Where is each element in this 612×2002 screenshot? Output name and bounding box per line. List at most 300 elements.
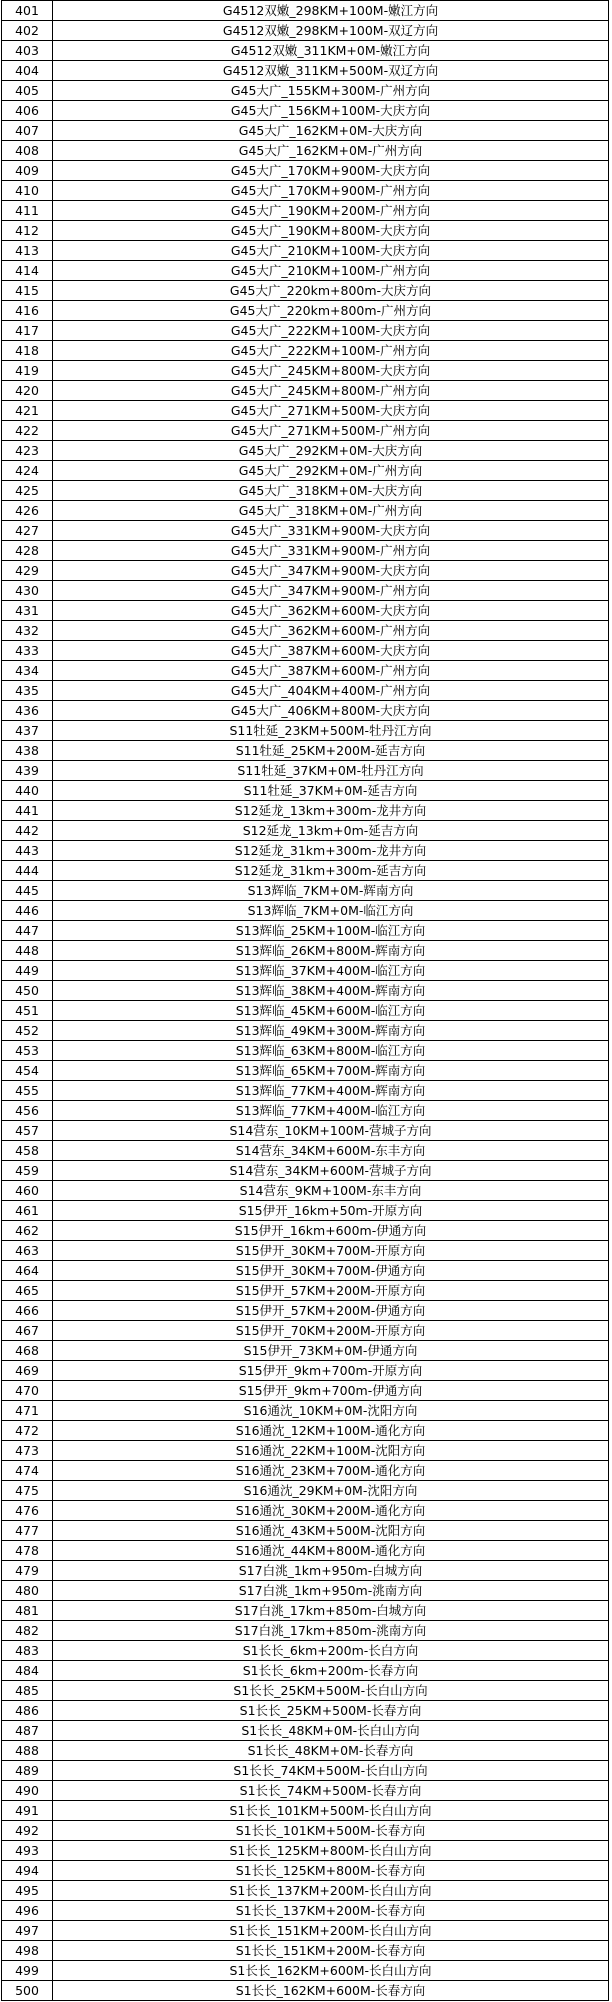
table-row	[2, 841, 609, 861]
table-row	[2, 961, 609, 981]
row-number-cell: 497	[2, 1921, 53, 1941]
location-name-cell: S15伊开_16km+600m-伊通方向	[53, 1221, 609, 1241]
table-row	[2, 161, 609, 181]
location-name-cell: G45大广_190KM+800M-大庆方向	[53, 221, 609, 241]
row-number-cell: 417	[2, 321, 53, 341]
row-number-cell: 442	[2, 821, 53, 841]
location-name-cell: S17白洮_1km+950m-白城方向	[53, 1561, 609, 1581]
location-name-cell: S1长长_74KM+500M-长春方向	[53, 1781, 609, 1801]
row-number-cell: 461	[2, 1201, 53, 1221]
row-number-cell: 423	[2, 441, 53, 461]
table-row	[2, 1481, 609, 1501]
location-name-cell: S17白洮_17km+850m-洮南方向	[53, 1621, 609, 1641]
table-row	[2, 1581, 609, 1601]
row-number-cell: 407	[2, 121, 53, 141]
table-row	[2, 1341, 609, 1361]
row-number-cell: 410	[2, 181, 53, 201]
table-row	[2, 521, 609, 541]
location-name-cell: S16通沈_10KM+0M-沈阳方向	[53, 1401, 609, 1421]
table-row	[2, 301, 609, 321]
row-number-cell: 453	[2, 1041, 53, 1061]
row-number-cell: 469	[2, 1361, 53, 1381]
table-row	[2, 481, 609, 501]
table-row	[2, 421, 609, 441]
row-number-cell: 457	[2, 1121, 53, 1141]
table-row	[2, 1361, 609, 1381]
row-number-cell: 429	[2, 561, 53, 581]
row-number-cell: 448	[2, 941, 53, 961]
location-name-cell: S16通沈_43KM+500M-沈阳方向	[53, 1521, 609, 1541]
table-row	[2, 1721, 609, 1741]
table-row	[2, 61, 609, 81]
row-number-cell: 468	[2, 1341, 53, 1361]
table-row	[2, 1061, 609, 1081]
location-name-cell: G45大广_210KM+100M-广州方向	[53, 261, 609, 281]
location-name-cell: S1长长_6km+200m-长春方向	[53, 1661, 609, 1681]
row-number-cell: 414	[2, 261, 53, 281]
row-number-cell: 477	[2, 1521, 53, 1541]
table-row	[2, 1401, 609, 1421]
row-number-cell: 464	[2, 1261, 53, 1281]
row-number-cell: 418	[2, 341, 53, 361]
table-row	[2, 1981, 609, 2001]
location-name-cell: S16通沈_44KM+800M-通化方向	[53, 1541, 609, 1561]
location-name-cell: S15伊开_73KM+0M-伊通方向	[53, 1341, 609, 1361]
location-name-cell: S15伊开_30KM+700M-开原方向	[53, 1241, 609, 1261]
row-number-cell: 451	[2, 1001, 53, 1021]
location-name-cell: S14营东_10KM+100M-营城子方向	[53, 1121, 609, 1141]
row-number-cell: 494	[2, 1861, 53, 1881]
location-name-cell: S16通沈_12KM+100M-通化方向	[53, 1421, 609, 1441]
row-number-cell: 482	[2, 1621, 53, 1641]
location-name-cell: S14营东_34KM+600M-营城子方向	[53, 1161, 609, 1181]
table-row	[2, 1221, 609, 1241]
table-row	[2, 1041, 609, 1061]
table-row	[2, 1961, 609, 1981]
row-number-cell: 415	[2, 281, 53, 301]
location-name-cell: G45大广_220km+800m-广州方向	[53, 301, 609, 321]
table-row	[2, 1801, 609, 1821]
row-number-cell: 421	[2, 401, 53, 421]
table-row	[2, 1181, 609, 1201]
row-number-cell: 449	[2, 961, 53, 981]
row-number-cell: 427	[2, 521, 53, 541]
location-name-cell: S11牡延_23KM+500M-牡丹江方向	[53, 721, 609, 741]
location-name-cell: S1长长_151KM+200M-长春方向	[53, 1941, 609, 1961]
table-row	[2, 601, 609, 621]
table-row	[2, 1521, 609, 1541]
location-name-cell: G45大广_292KM+0M-广州方向	[53, 461, 609, 481]
table-row	[2, 121, 609, 141]
row-number-cell: 484	[2, 1661, 53, 1681]
location-name-cell: S13辉临_77KM+400M-临江方向	[53, 1101, 609, 1121]
table-row	[2, 1621, 609, 1641]
location-name-cell: G45大广_245KM+800M-广州方向	[53, 381, 609, 401]
location-name-cell: S17白洮_1km+950m-洮南方向	[53, 1581, 609, 1601]
row-number-cell: 455	[2, 1081, 53, 1101]
location-name-cell: S13辉临_37KM+400M-临江方向	[53, 961, 609, 981]
row-number-cell: 440	[2, 781, 53, 801]
row-number-cell: 499	[2, 1961, 53, 1981]
table-row	[2, 1, 609, 21]
table-row	[2, 1241, 609, 1261]
location-name-cell: S1长长_137KM+200M-长白山方向	[53, 1881, 609, 1901]
table-row	[2, 1821, 609, 1841]
table-row	[2, 1381, 609, 1401]
table-row	[2, 1641, 609, 1661]
location-name-cell: S1长长_25KM+500M-长白山方向	[53, 1681, 609, 1701]
location-name-cell: S1长长_125KM+800M-长春方向	[53, 1861, 609, 1881]
row-number-cell: 485	[2, 1681, 53, 1701]
location-name-cell: S13辉临_65KM+700M-辉南方向	[53, 1061, 609, 1081]
location-name-cell: G45大广_292KM+0M-大庆方向	[53, 441, 609, 461]
location-name-cell: G45大广_406KM+800M-大庆方向	[53, 701, 609, 721]
row-number-cell: 438	[2, 741, 53, 761]
row-number-cell: 409	[2, 161, 53, 181]
location-name-cell: S1长长_101KM+500M-长春方向	[53, 1821, 609, 1841]
table-row	[2, 1281, 609, 1301]
location-name-cell: S13辉临_38KM+400M-辉南方向	[53, 981, 609, 1001]
row-number-cell: 476	[2, 1501, 53, 1521]
row-number-cell: 483	[2, 1641, 53, 1661]
table-row	[2, 801, 609, 821]
row-number-cell: 450	[2, 981, 53, 1001]
table-row	[2, 221, 609, 241]
row-number-cell: 404	[2, 61, 53, 81]
row-number-cell: 420	[2, 381, 53, 401]
row-number-cell: 500	[2, 1981, 53, 2001]
row-number-cell: 424	[2, 461, 53, 481]
table-row	[2, 141, 609, 161]
table-row	[2, 1501, 609, 1521]
location-name-cell: G45大广_318KM+0M-广州方向	[53, 501, 609, 521]
table-row	[2, 881, 609, 901]
location-name-cell: S11牡延_37KM+0M-延吉方向	[53, 781, 609, 801]
table-row	[2, 1541, 609, 1561]
table-row	[2, 1321, 609, 1341]
row-number-cell: 446	[2, 901, 53, 921]
row-number-cell: 401	[2, 1, 53, 21]
row-number-cell: 487	[2, 1721, 53, 1741]
table-row	[2, 401, 609, 421]
location-name-cell: S13辉临_25KM+100M-临江方向	[53, 921, 609, 941]
table-row	[2, 861, 609, 881]
location-name-cell: S1长长_162KM+600M-长春方向	[53, 1981, 609, 2001]
table-row	[2, 681, 609, 701]
row-number-cell: 452	[2, 1021, 53, 1041]
location-name-cell: G45大广_404KM+400M-广州方向	[53, 681, 609, 701]
table-row	[2, 541, 609, 561]
table-row	[2, 341, 609, 361]
table-row	[2, 981, 609, 1001]
table-row	[2, 1681, 609, 1701]
location-name-cell: G4512双嫩_298KM+100M-嫩江方向	[53, 1, 609, 21]
table-row	[2, 181, 609, 201]
row-number-cell: 459	[2, 1161, 53, 1181]
location-name-cell: S12延龙_13km+300m-龙井方向	[53, 801, 609, 821]
table-row	[2, 941, 609, 961]
row-number-cell: 439	[2, 761, 53, 781]
location-name-cell: G45大广_162KM+0M-广州方向	[53, 141, 609, 161]
row-number-cell: 473	[2, 1441, 53, 1461]
data-table	[1, 0, 609, 2001]
row-number-cell: 493	[2, 1841, 53, 1861]
row-number-cell: 428	[2, 541, 53, 561]
row-number-cell: 436	[2, 701, 53, 721]
table-row	[2, 901, 609, 921]
row-number-cell: 471	[2, 1401, 53, 1421]
table-row	[2, 1861, 609, 1881]
row-number-cell: 456	[2, 1101, 53, 1121]
location-name-cell: S13辉临_63KM+800M-临江方向	[53, 1041, 609, 1061]
table-row	[2, 381, 609, 401]
location-name-cell: S13辉临_45KM+600M-临江方向	[53, 1001, 609, 1021]
table-row	[2, 661, 609, 681]
table-row	[2, 361, 609, 381]
location-name-cell: S11牡延_37KM+0M-牡丹江方向	[53, 761, 609, 781]
row-number-cell: 480	[2, 1581, 53, 1601]
row-number-cell: 430	[2, 581, 53, 601]
location-name-cell: G45大广_271KM+500M-广州方向	[53, 421, 609, 441]
table-row	[2, 101, 609, 121]
location-name-cell: S13辉临_77KM+400M-辉南方向	[53, 1081, 609, 1101]
row-number-cell: 412	[2, 221, 53, 241]
table-row	[2, 1941, 609, 1961]
location-name-cell: S15伊开_9km+700m-开原方向	[53, 1361, 609, 1381]
row-number-cell: 408	[2, 141, 53, 161]
location-name-cell: G45大广_347KM+900M-广州方向	[53, 581, 609, 601]
location-name-cell: G45大广_222KM+100M-广州方向	[53, 341, 609, 361]
table-row	[2, 1141, 609, 1161]
row-number-cell: 472	[2, 1421, 53, 1441]
table-row	[2, 441, 609, 461]
table-row	[2, 721, 609, 741]
row-number-cell: 402	[2, 21, 53, 41]
table-row	[2, 1881, 609, 1901]
row-number-cell: 467	[2, 1321, 53, 1341]
location-name-cell: S1长长_162KM+600M-长白山方向	[53, 1961, 609, 1981]
row-number-cell: 490	[2, 1781, 53, 1801]
table-row	[2, 1301, 609, 1321]
location-name-cell: G4512双嫩_311KM+500M-双辽方向	[53, 61, 609, 81]
table-row	[2, 201, 609, 221]
row-number-cell: 470	[2, 1381, 53, 1401]
location-name-cell: G45大广_220km+800m-大庆方向	[53, 281, 609, 301]
location-name-cell: G45大广_222KM+100M-大庆方向	[53, 321, 609, 341]
table-row	[2, 1001, 609, 1021]
location-name-cell: G45大广_347KM+900M-大庆方向	[53, 561, 609, 581]
location-name-cell: G45大广_387KM+600M-广州方向	[53, 661, 609, 681]
row-number-cell: 454	[2, 1061, 53, 1081]
location-name-cell: S14营东_9KM+100M-东丰方向	[53, 1181, 609, 1201]
table-row	[2, 1661, 609, 1681]
location-name-cell: S1长长_25KM+500M-长春方向	[53, 1701, 609, 1721]
row-number-cell: 403	[2, 41, 53, 61]
row-number-cell: 444	[2, 861, 53, 881]
location-name-cell: G4512双嫩_298KM+100M-双辽方向	[53, 21, 609, 41]
row-number-cell: 462	[2, 1221, 53, 1241]
location-name-cell: G45大广_271KM+500M-大庆方向	[53, 401, 609, 421]
location-name-cell: S15伊开_16km+50m-开原方向	[53, 1201, 609, 1221]
table-row	[2, 1701, 609, 1721]
location-name-cell: S12延龙_13km+0m-延吉方向	[53, 821, 609, 841]
table-row	[2, 641, 609, 661]
table-row	[2, 81, 609, 101]
location-name-cell: S1长长_125KM+800M-长白山方向	[53, 1841, 609, 1861]
row-number-cell: 434	[2, 661, 53, 681]
row-number-cell: 465	[2, 1281, 53, 1301]
location-name-cell: S11牡延_25KM+200M-延吉方向	[53, 741, 609, 761]
table-row	[2, 1921, 609, 1941]
row-number-cell: 492	[2, 1821, 53, 1841]
location-name-cell: S13辉临_49KM+300M-辉南方向	[53, 1021, 609, 1041]
row-number-cell: 425	[2, 481, 53, 501]
table-row	[2, 1101, 609, 1121]
location-name-cell: G45大广_156KM+100M-大庆方向	[53, 101, 609, 121]
location-name-cell: G45大广_331KM+900M-大庆方向	[53, 521, 609, 541]
table-row	[2, 1901, 609, 1921]
table-row	[2, 1781, 609, 1801]
row-number-cell: 447	[2, 921, 53, 941]
table-row	[2, 1841, 609, 1861]
table-row	[2, 261, 609, 281]
table-body	[2, 1, 609, 2001]
table-row	[2, 781, 609, 801]
row-number-cell: 422	[2, 421, 53, 441]
table-row	[2, 1421, 609, 1441]
row-number-cell: 495	[2, 1881, 53, 1901]
table-row	[2, 1741, 609, 1761]
location-name-cell: S1长长_151KM+200M-长白山方向	[53, 1921, 609, 1941]
row-number-cell: 458	[2, 1141, 53, 1161]
location-name-cell: G45大广_190KM+200M-广州方向	[53, 201, 609, 221]
row-number-cell: 411	[2, 201, 53, 221]
table-row	[2, 561, 609, 581]
row-number-cell: 466	[2, 1301, 53, 1321]
table-row	[2, 581, 609, 601]
location-name-cell: S1长长_48KM+0M-长白山方向	[53, 1721, 609, 1741]
table-row	[2, 821, 609, 841]
row-number-cell: 479	[2, 1561, 53, 1581]
location-name-cell: G45大广_170KM+900M-大庆方向	[53, 161, 609, 181]
table-row	[2, 281, 609, 301]
location-name-cell: S15伊开_9km+700m-伊通方向	[53, 1381, 609, 1401]
row-number-cell: 489	[2, 1761, 53, 1781]
location-name-cell: S15伊开_30KM+700M-伊通方向	[53, 1261, 609, 1281]
row-number-cell: 405	[2, 81, 53, 101]
table-row	[2, 461, 609, 481]
location-name-cell: S17白洮_17km+850m-白城方向	[53, 1601, 609, 1621]
table-row	[2, 1561, 609, 1581]
location-name-cell: G45大广_362KM+600M-大庆方向	[53, 601, 609, 621]
location-name-cell: S1长长_101KM+500M-长白山方向	[53, 1801, 609, 1821]
row-number-cell: 416	[2, 301, 53, 321]
location-name-cell: G45大广_210KM+100M-大庆方向	[53, 241, 609, 261]
row-number-cell: 488	[2, 1741, 53, 1761]
row-number-cell: 486	[2, 1701, 53, 1721]
row-number-cell: 419	[2, 361, 53, 381]
location-name-cell: S13辉临_7KM+0M-辉南方向	[53, 881, 609, 901]
row-number-cell: 463	[2, 1241, 53, 1261]
table-row	[2, 241, 609, 261]
location-name-cell: S12延龙_31km+300m-龙井方向	[53, 841, 609, 861]
table-row	[2, 21, 609, 41]
table-row	[2, 1081, 609, 1101]
location-name-cell: G45大广_155KM+300M-广州方向	[53, 81, 609, 101]
location-name-cell: S13辉临_26KM+800M-辉南方向	[53, 941, 609, 961]
row-number-cell: 432	[2, 621, 53, 641]
table-row	[2, 761, 609, 781]
table-row	[2, 621, 609, 641]
table-row	[2, 1441, 609, 1461]
location-name-cell: G45大广_162KM+0M-大庆方向	[53, 121, 609, 141]
table-row	[2, 1021, 609, 1041]
row-number-cell: 445	[2, 881, 53, 901]
row-number-cell: 413	[2, 241, 53, 261]
location-name-cell: S15伊开_57KM+200M-伊通方向	[53, 1301, 609, 1321]
row-number-cell: 443	[2, 841, 53, 861]
row-number-cell: 406	[2, 101, 53, 121]
table-row	[2, 1201, 609, 1221]
row-number-cell: 475	[2, 1481, 53, 1501]
location-name-cell: S16通沈_22KM+100M-沈阳方向	[53, 1441, 609, 1461]
location-name-cell: S14营东_34KM+600M-东丰方向	[53, 1141, 609, 1161]
row-number-cell: 460	[2, 1181, 53, 1201]
row-number-cell: 474	[2, 1461, 53, 1481]
table-row	[2, 1121, 609, 1141]
row-number-cell: 426	[2, 501, 53, 521]
table-row	[2, 741, 609, 761]
location-name-cell: G45大广_245KM+800M-大庆方向	[53, 361, 609, 381]
location-name-cell: S16通沈_30KM+200M-通化方向	[53, 1501, 609, 1521]
location-name-cell: S1长长_48KM+0M-长春方向	[53, 1741, 609, 1761]
row-number-cell: 498	[2, 1941, 53, 1961]
table-row	[2, 41, 609, 61]
table-row	[2, 1461, 609, 1481]
location-name-cell: S15伊开_57KM+200M-开原方向	[53, 1281, 609, 1301]
location-name-cell: S1长长_137KM+200M-长春方向	[53, 1901, 609, 1921]
row-number-cell: 437	[2, 721, 53, 741]
location-name-cell: G45大广_170KM+900M-广州方向	[53, 181, 609, 201]
row-number-cell: 491	[2, 1801, 53, 1821]
location-name-cell: S16通沈_29KM+0M-沈阳方向	[53, 1481, 609, 1501]
location-name-cell: S12延龙_31km+300m-延吉方向	[53, 861, 609, 881]
table-row	[2, 1261, 609, 1281]
table-row	[2, 1601, 609, 1621]
row-number-cell: 481	[2, 1601, 53, 1621]
table-row	[2, 1761, 609, 1781]
table-row	[2, 701, 609, 721]
row-number-cell: 433	[2, 641, 53, 661]
location-name-cell: G4512双嫩_311KM+0M-嫩江方向	[53, 41, 609, 61]
location-name-cell: G45大广_362KM+600M-广州方向	[53, 621, 609, 641]
location-name-cell: S16通沈_23KM+700M-通化方向	[53, 1461, 609, 1481]
table-row	[2, 921, 609, 941]
location-name-cell: S13辉临_7KM+0M-临江方向	[53, 901, 609, 921]
location-name-cell: S1长长_74KM+500M-长白山方向	[53, 1761, 609, 1781]
row-number-cell: 496	[2, 1901, 53, 1921]
row-number-cell: 441	[2, 801, 53, 821]
location-name-cell: S1长长_6km+200m-长白方向	[53, 1641, 609, 1661]
table-row	[2, 1161, 609, 1181]
table-row	[2, 321, 609, 341]
location-name-cell: G45大广_331KM+900M-广州方向	[53, 541, 609, 561]
table-row	[2, 501, 609, 521]
location-name-cell: G45大广_387KM+600M-大庆方向	[53, 641, 609, 661]
location-name-cell: S15伊开_70KM+200M-开原方向	[53, 1321, 609, 1341]
row-number-cell: 431	[2, 601, 53, 621]
row-number-cell: 435	[2, 681, 53, 701]
